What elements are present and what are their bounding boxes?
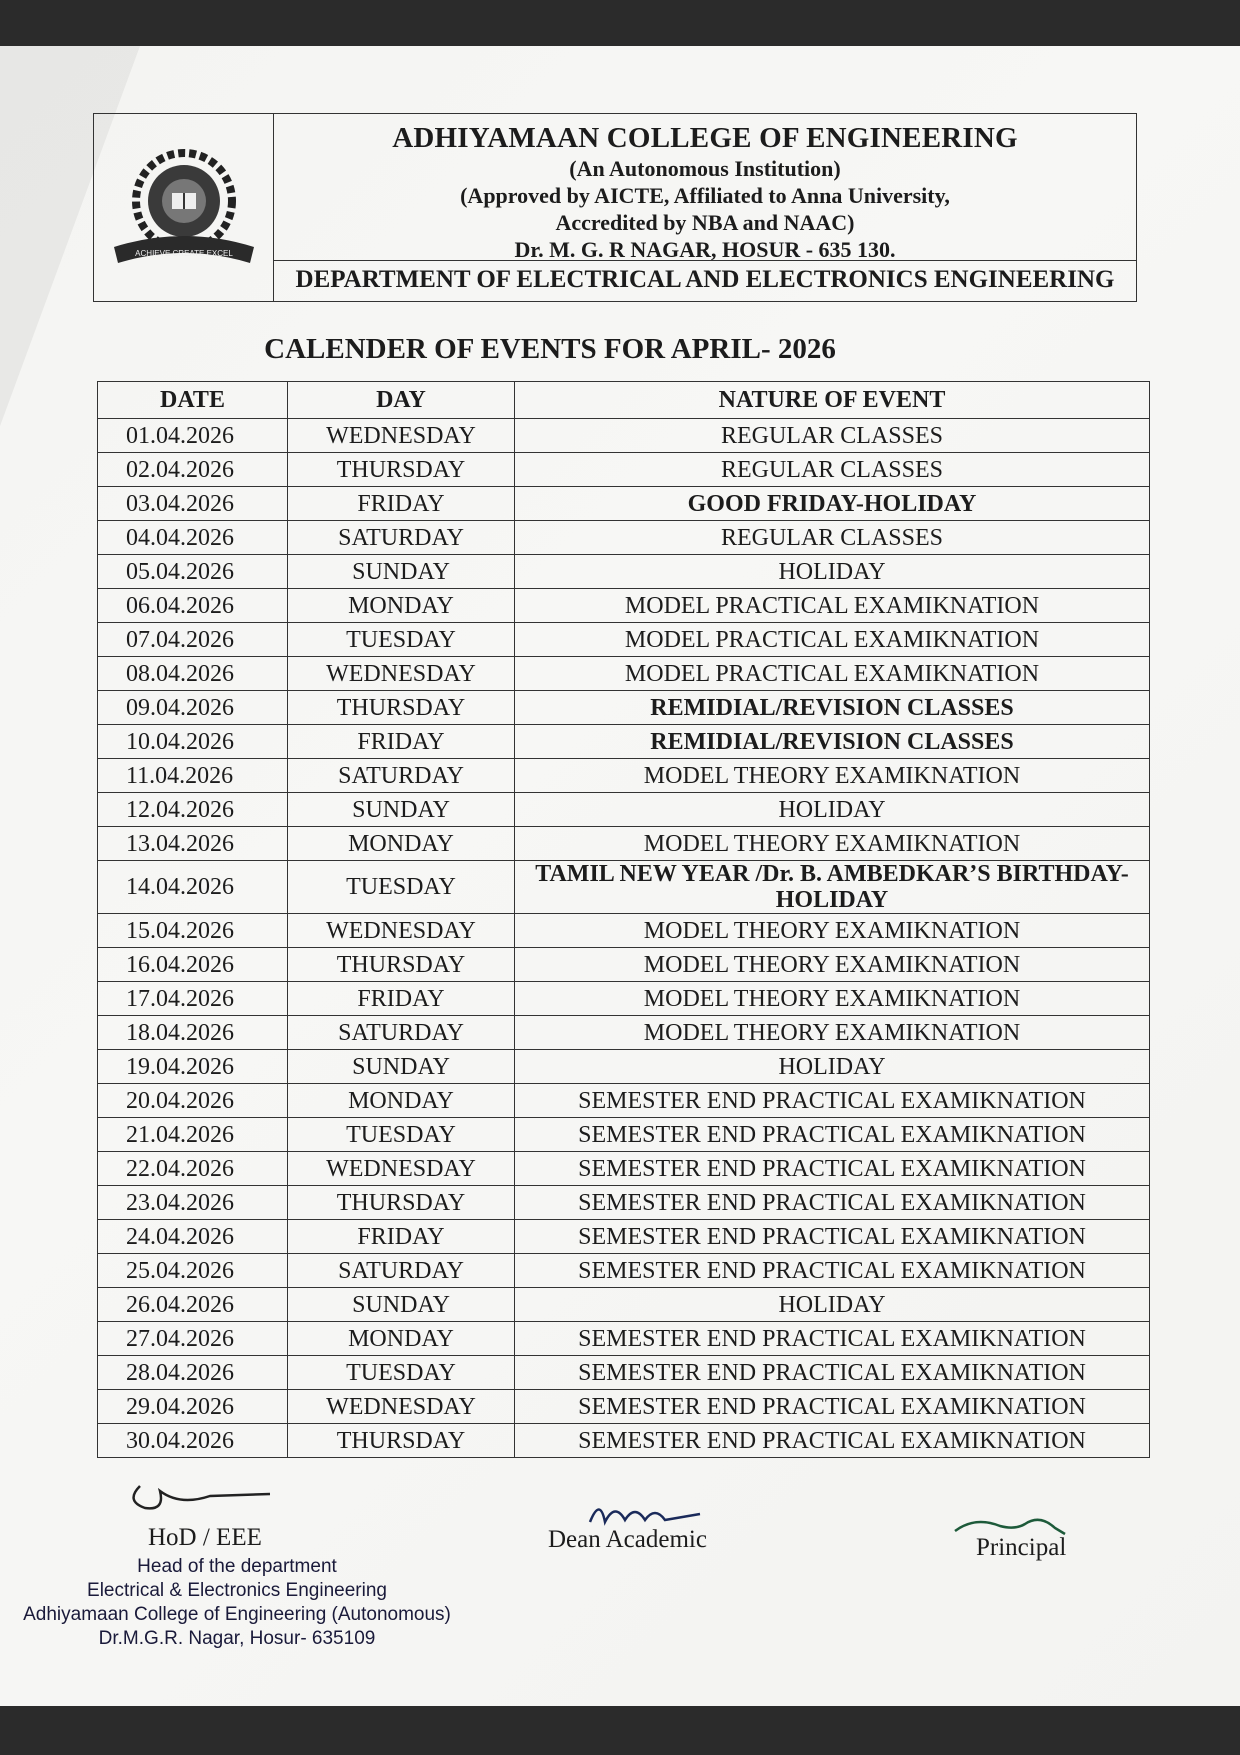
- column-header-event: NATURE OF EVENT: [515, 382, 1150, 419]
- date-cell: 15.04.2026: [98, 914, 288, 948]
- event-cell: TAMIL NEW YEAR /Dr. B. AMBEDKAR’S BIRTHDAY- HOLIDAY: [515, 861, 1150, 914]
- day-cell: MONDAY: [288, 1084, 515, 1118]
- table-row: [98, 691, 1150, 725]
- table-row: [98, 793, 1150, 827]
- hod-stamp: [22, 1555, 452, 1651]
- event-cell: MODEL PRACTICAL EXAMIKNATION: [515, 657, 1150, 691]
- date-cell: 13.04.2026: [98, 827, 288, 861]
- day-cell: TUESDAY: [288, 1118, 515, 1152]
- table-row: [98, 453, 1150, 487]
- day-cell: SUNDAY: [288, 1288, 515, 1322]
- principal-signature-label: Principal: [976, 1534, 1067, 1561]
- event-cell: GOOD FRIDAY-HOLIDAY: [515, 487, 1150, 521]
- day-cell: FRIDAY: [288, 982, 515, 1016]
- table-row: [98, 1118, 1150, 1152]
- event-cell: SEMESTER END PRACTICAL EXAMIKNATION: [515, 1424, 1150, 1458]
- table-row: [98, 555, 1150, 589]
- table-row: [98, 1322, 1150, 1356]
- event-cell: REGULAR CLASSES: [515, 453, 1150, 487]
- date-cell: 21.04.2026: [98, 1118, 288, 1152]
- date-cell: 01.04.2026: [98, 419, 288, 453]
- logo-motto: ACHIEVE CREATE EXCEL: [134, 248, 233, 258]
- date-cell: 14.04.2026: [98, 861, 288, 914]
- event-cell: MODEL THEORY EXAMIKNATION: [515, 1016, 1150, 1050]
- event-cell: MODEL PRACTICAL EXAMIKNATION: [515, 623, 1150, 657]
- event-cell: HOLIDAY: [515, 1288, 1150, 1322]
- date-cell: 29.04.2026: [98, 1390, 288, 1424]
- date-cell: 19.04.2026: [98, 1050, 288, 1084]
- hod-signature-label: HoD / EEE: [148, 1524, 262, 1551]
- date-cell: 26.04.2026: [98, 1288, 288, 1322]
- day-cell: SATURDAY: [288, 759, 515, 793]
- date-cell: 12.04.2026: [98, 793, 288, 827]
- day-cell: THURSDAY: [288, 453, 515, 487]
- day-cell: THURSDAY: [288, 691, 515, 725]
- event-cell: SEMESTER END PRACTICAL EXAMIKNATION: [515, 1356, 1150, 1390]
- day-cell: THURSDAY: [288, 1186, 515, 1220]
- date-cell: 05.04.2026: [98, 555, 288, 589]
- event-cell: REGULAR CLASSES: [515, 521, 1150, 555]
- event-cell: SEMESTER END PRACTICAL EXAMIKNATION: [515, 1390, 1150, 1424]
- event-cell: MODEL THEORY EXAMIKNATION: [515, 982, 1150, 1016]
- date-cell: 08.04.2026: [98, 657, 288, 691]
- table-row: [98, 1084, 1150, 1118]
- event-cell: REGULAR CLASSES: [515, 419, 1150, 453]
- event-cell: MODEL PRACTICAL EXAMIKNATION: [515, 589, 1150, 623]
- department-name: DEPARTMENT OF ELECTRICAL AND ELECTRONICS ENGINEERING: [274, 260, 1136, 301]
- date-cell: 06.04.2026: [98, 589, 288, 623]
- table-row: [98, 1390, 1150, 1424]
- day-cell: FRIDAY: [288, 487, 515, 521]
- day-cell: WEDNESDAY: [288, 419, 515, 453]
- day-cell: THURSDAY: [288, 948, 515, 982]
- day-cell: WEDNESDAY: [288, 1152, 515, 1186]
- table-row: [98, 487, 1150, 521]
- events-table-body: [98, 419, 1150, 1458]
- day-cell: SUNDAY: [288, 793, 515, 827]
- college-logo: [94, 114, 274, 301]
- event-cell: SEMESTER END PRACTICAL EXAMIKNATION: [515, 1220, 1150, 1254]
- calendar-title: CALENDER OF EVENTS FOR APRIL- 2026: [264, 333, 836, 365]
- event-cell: MODEL THEORY EXAMIKNATION: [515, 759, 1150, 793]
- stamp-line-college: Adhiyamaan College of Engineering (Autonomous): [23, 1604, 451, 1625]
- institution-status: (An Autonomous Institution): [569, 156, 841, 181]
- event-cell: SEMESTER END PRACTICAL EXAMIKNATION: [515, 1322, 1150, 1356]
- event-cell: MODEL THEORY EXAMIKNATION: [515, 827, 1150, 861]
- event-cell: SEMESTER END PRACTICAL EXAMIKNATION: [515, 1254, 1150, 1288]
- date-cell: 23.04.2026: [98, 1186, 288, 1220]
- day-cell: MONDAY: [288, 589, 515, 623]
- event-cell: MODEL THEORY EXAMIKNATION: [515, 948, 1150, 982]
- event-cell: HOLIDAY: [515, 793, 1150, 827]
- stamp-line-title: Head of the department: [137, 1556, 337, 1577]
- table-row: [98, 1050, 1150, 1084]
- day-cell: MONDAY: [288, 1322, 515, 1356]
- day-cell: WEDNESDAY: [288, 914, 515, 948]
- college-name: ADHIYAMAAN COLLEGE OF ENGINEERING: [392, 122, 1018, 154]
- table-row: [98, 982, 1150, 1016]
- event-cell: SEMESTER END PRACTICAL EXAMIKNATION: [515, 1084, 1150, 1118]
- date-cell: 27.04.2026: [98, 1322, 288, 1356]
- table-row: [98, 1186, 1150, 1220]
- day-cell: FRIDAY: [288, 1220, 515, 1254]
- date-cell: 10.04.2026: [98, 725, 288, 759]
- date-cell: 17.04.2026: [98, 982, 288, 1016]
- day-cell: TUESDAY: [288, 861, 515, 914]
- table-row: [98, 521, 1150, 555]
- table-row: [98, 589, 1150, 623]
- date-cell: 03.04.2026: [98, 487, 288, 521]
- date-cell: 11.04.2026: [98, 759, 288, 793]
- table-row: [98, 419, 1150, 453]
- event-cell: HOLIDAY: [515, 1050, 1150, 1084]
- day-cell: TUESDAY: [288, 623, 515, 657]
- table-row: [98, 1356, 1150, 1390]
- day-cell: WEDNESDAY: [288, 1390, 515, 1424]
- column-header-day: DAY: [288, 382, 515, 419]
- event-cell: SEMESTER END PRACTICAL EXAMIKNATION: [515, 1152, 1150, 1186]
- stamp-line-dept: Electrical & Electronics Engineering: [87, 1580, 387, 1601]
- college-address: Dr. M. G. R NAGAR, HOSUR - 635 130.: [514, 237, 896, 262]
- event-cell: REMIDIAL/REVISION CLASSES: [515, 725, 1150, 759]
- date-cell: 07.04.2026: [98, 623, 288, 657]
- table-row: [98, 1254, 1150, 1288]
- day-cell: TUESDAY: [288, 1356, 515, 1390]
- date-cell: 24.04.2026: [98, 1220, 288, 1254]
- event-cell: SEMESTER END PRACTICAL EXAMIKNATION: [515, 1118, 1150, 1152]
- table-row: [98, 725, 1150, 759]
- table-row: [98, 914, 1150, 948]
- column-header-date: DATE: [98, 382, 288, 419]
- day-cell: FRIDAY: [288, 725, 515, 759]
- date-cell: 22.04.2026: [98, 1152, 288, 1186]
- day-cell: MONDAY: [288, 827, 515, 861]
- letterhead: [93, 113, 1137, 302]
- day-cell: SATURDAY: [288, 1016, 515, 1050]
- day-cell: WEDNESDAY: [288, 657, 515, 691]
- date-cell: 20.04.2026: [98, 1084, 288, 1118]
- date-cell: 28.04.2026: [98, 1356, 288, 1390]
- date-cell: 18.04.2026: [98, 1016, 288, 1050]
- event-cell: REMIDIAL/REVISION CLASSES: [515, 691, 1150, 725]
- dean-signature-label: Dean Academic: [548, 1526, 707, 1553]
- hod-signature-mark: [120, 1476, 280, 1523]
- day-cell: SATURDAY: [288, 1254, 515, 1288]
- table-row: [98, 827, 1150, 861]
- date-cell: 09.04.2026: [98, 691, 288, 725]
- date-cell: 02.04.2026: [98, 453, 288, 487]
- table-row: [98, 1152, 1150, 1186]
- event-cell: MODEL THEORY EXAMIKNATION: [515, 914, 1150, 948]
- table-row: [98, 861, 1150, 914]
- table-row: [98, 623, 1150, 657]
- accreditation-line: Accredited by NBA and NAAC): [555, 210, 855, 235]
- signature-icon: [120, 1476, 280, 1516]
- stamp-line-address: Dr.M.G.R. Nagar, Hosur- 635109: [98, 1628, 376, 1649]
- event-cell: HOLIDAY: [515, 555, 1150, 589]
- date-cell: 25.04.2026: [98, 1254, 288, 1288]
- events-table: [97, 381, 1150, 1458]
- table-row: [98, 759, 1150, 793]
- day-cell: SUNDAY: [288, 555, 515, 589]
- table-row: [98, 657, 1150, 691]
- table-row: [98, 1016, 1150, 1050]
- table-row: [98, 1424, 1150, 1458]
- date-cell: 30.04.2026: [98, 1424, 288, 1458]
- day-cell: SUNDAY: [288, 1050, 515, 1084]
- table-row: [98, 948, 1150, 982]
- day-cell: THURSDAY: [288, 1424, 515, 1458]
- day-cell: SATURDAY: [288, 521, 515, 555]
- table-row: [98, 1288, 1150, 1322]
- approval-line: (Approved by AICTE, Affiliated to Anna University,: [460, 183, 950, 208]
- date-cell: 04.04.2026: [98, 521, 288, 555]
- table-row: [98, 1220, 1150, 1254]
- college-emblem-icon: [104, 143, 264, 273]
- date-cell: 16.04.2026: [98, 948, 288, 982]
- table-header-row: [98, 382, 1150, 419]
- event-cell: SEMESTER END PRACTICAL EXAMIKNATION: [515, 1186, 1150, 1220]
